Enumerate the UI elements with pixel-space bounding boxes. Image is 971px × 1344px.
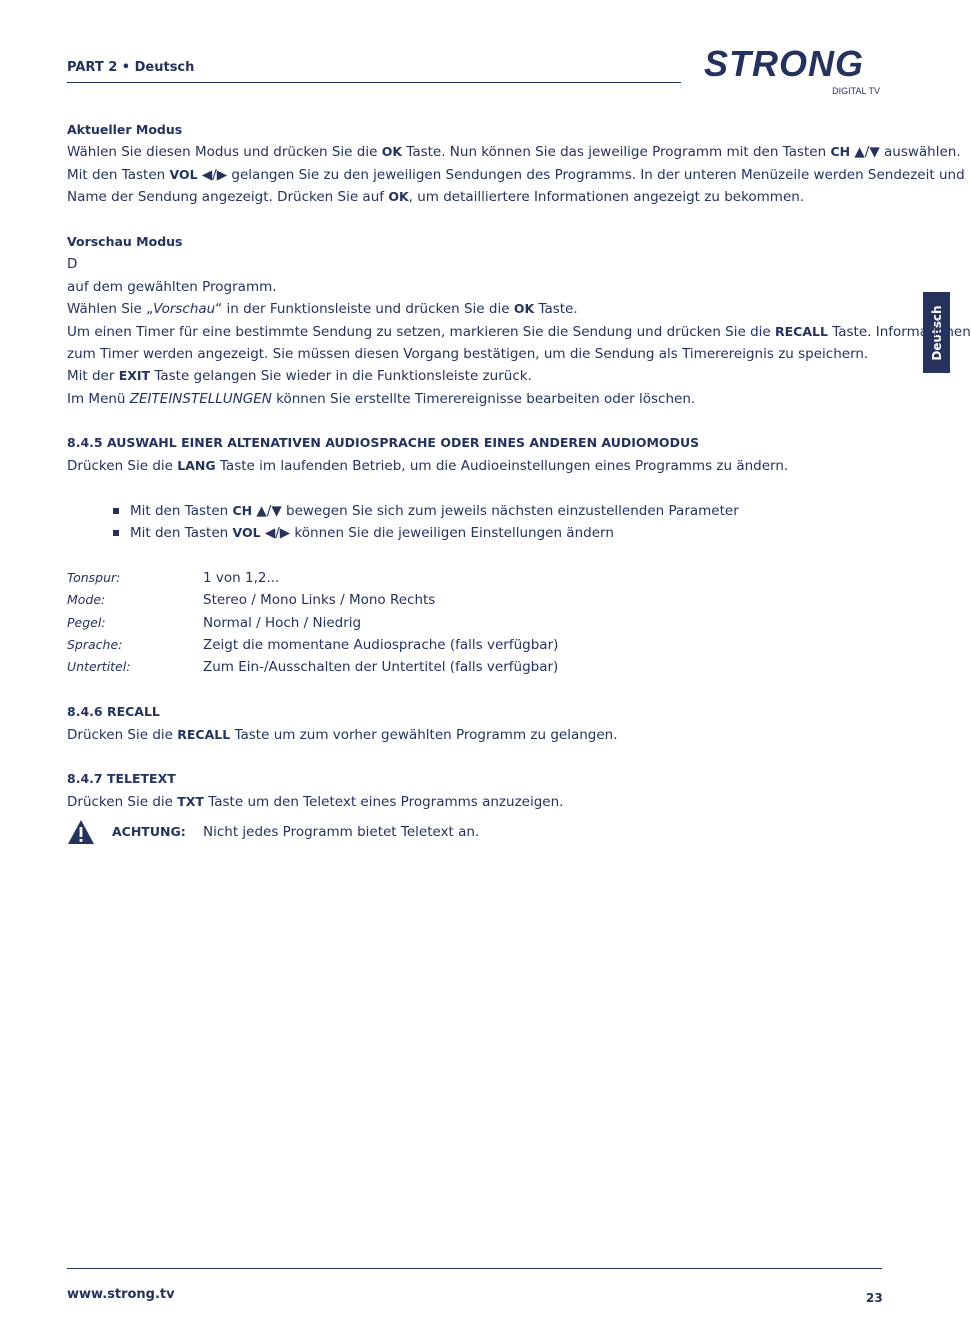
key-ok: OK (513, 301, 535, 317)
param-label: Sprache: (67, 636, 123, 652)
paragraph-line: Name der Sendung angezeigt. Drücken Sie auf OK, um detailliertere Informationen angezeigt zu bekommen. (67, 189, 805, 206)
key-txt: TXT (177, 793, 204, 809)
param-value: Zum Ein-/Ausschalten der Untertitel (falls verfügbar) (203, 659, 559, 676)
param-row-pegel (67, 612, 887, 634)
param-label: Mode: (67, 592, 106, 608)
section-title-aktuell: Aktueller Modus (67, 122, 183, 137)
param-value: Zeigt die momentane Audiosprache (falls verfügbar) (203, 636, 559, 653)
bullet-item: Mit den Tasten CH ▲/▼ bewegen Sie sich zum jeweils nächsten einzustellenden Parameter (67, 500, 887, 522)
key-ok: OK (381, 144, 403, 160)
param-value: Stereo / Mono Links / Mono Rechts (203, 592, 436, 609)
key-recall: RECALL (177, 726, 231, 742)
key-lang: LANG (177, 457, 216, 473)
logo-wordmark: STRONG (704, 43, 865, 84)
footer-divider (67, 1268, 882, 1269)
paragraph-line: Wählen Sie „Vorschau“ in der Funktionsleiste und drücken Sie die OK Taste. (67, 301, 578, 318)
section-title-teletext: 8.4.7 TELETEXT (67, 771, 176, 787)
paragraph-line: Mit der EXIT Taste gelangen Sie wieder in die Funktionsleiste zurück. (67, 368, 532, 385)
footer-url: www.strong.tv (67, 1287, 175, 1302)
key-vol: VOL (169, 166, 198, 182)
section-title-audio: 8.4.5 AUSWAHL EINER ALTENATIVEN AUDIOSPRACHE ODER EINES ANDEREN AUDIOMODUS (67, 435, 700, 451)
paragraph-line: zum Timer werden angezeigt. Sie müssen diesen Vorgang bestätigen, um die Sendung als Timerereignis zu speichern. (67, 345, 869, 362)
param-row-mode (67, 589, 887, 611)
section-title-recall: 8.4.6 RECALL (67, 704, 160, 720)
paragraph-line: Mit den Tasten VOL ◀/▶ gelangen Sie zu den jeweiligen Sendungen des Programms. In der unteren Menüzeile werden Sendezeit und (67, 166, 965, 183)
param-label: Tonspur: (67, 569, 121, 585)
param-value: 1 von 1,2... (203, 569, 280, 586)
menu-term-zeiteinstellungen: ZEITEINSTELLUNGEN (129, 390, 272, 407)
warning-note (67, 821, 887, 851)
key-ok: OK (388, 189, 409, 205)
param-row-untertitel (67, 656, 887, 678)
param-value: Normal / Hoch / Niedrig (203, 614, 362, 631)
paragraph-line: D (67, 256, 78, 273)
param-label: Pegel: (67, 614, 106, 630)
paragraph-line: Um einen Timer für eine bestimmte Sendung zu setzen, markieren Sie die Sendung und drücken Sie die RECALL Taste. Informationen (67, 323, 971, 340)
warning-triangle-icon (67, 819, 95, 845)
param-row-sprache (67, 634, 887, 656)
header-part-label: PART 2 • Deutsch (67, 60, 195, 75)
key-ch: CH (232, 502, 253, 518)
paragraph-line: Drücken Sie die RECALL Taste um zum vorher gewählten Programm zu gelangen. (67, 726, 618, 743)
paragraph-line: Drücken Sie die LANG Taste im laufenden Betrieb, um die Audioeinstellungen eines Programms zu ändern. (67, 457, 789, 474)
key-ch: CH (830, 144, 851, 160)
key-vol: VOL (232, 525, 261, 541)
side-tab-label: Deutsch (929, 304, 944, 361)
logo-subtitle: DIGITAL TV (832, 86, 880, 96)
section-title-vorschau: Vorschau Modus (67, 233, 183, 249)
menu-term-vorschau: Vorschau (153, 301, 216, 318)
key-exit: EXIT (118, 368, 151, 384)
strong-logo (702, 42, 884, 98)
bullet-item: Mit den Tasten VOL ◀/▶ können Sie die jeweiligen Einstellungen ändern (67, 522, 887, 544)
page-number: 23 (866, 1291, 883, 1305)
paragraph-line: auf dem gewählten Programm. (67, 278, 277, 295)
paragraph-line: Drücken Sie die TXT Taste um den Teletext eines Programms anzuzeigen. (67, 793, 564, 810)
key-recall: RECALL (775, 323, 828, 339)
paragraph-line: Im Menü ZEITEINSTELLUNGEN können Sie erstellte Timerereignisse bearbeiten oder löschen. (67, 390, 696, 407)
header-divider (67, 82, 681, 83)
param-label: Untertitel: (67, 659, 131, 675)
param-row-tonspur (67, 567, 887, 589)
warning-label: ACHTUNG: (112, 824, 186, 840)
paragraph-line: Wählen Sie diesen Modus und drücken Sie die OK Taste. Nun können Sie das jeweilige Programm mit den Tasten CH ▲/▼ auswählen. (67, 144, 961, 161)
warning-text: Nicht jedes Programm bietet Teletext an. (203, 824, 480, 841)
